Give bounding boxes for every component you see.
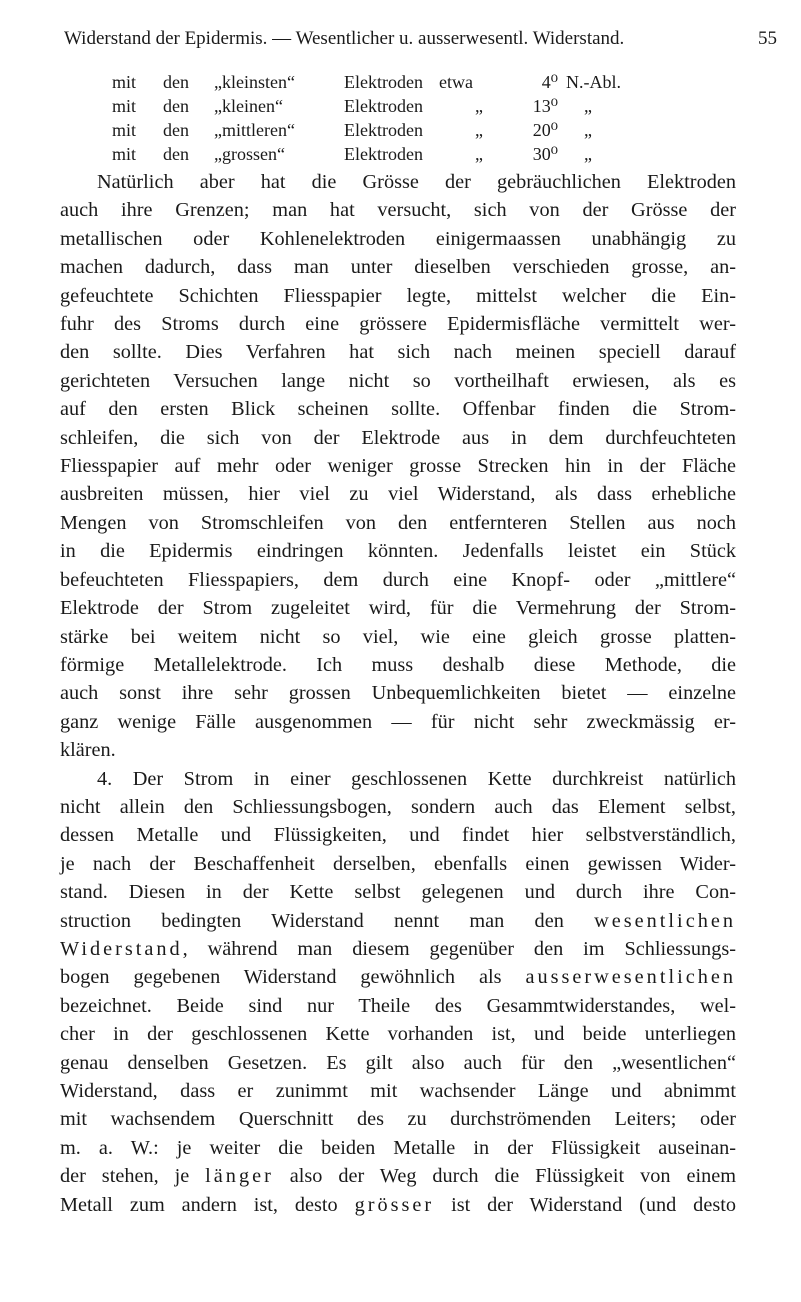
table-row [112, 94, 621, 118]
text-line: metallischen oder Kohlenelektroden einigermaassen unabhängig zu [60, 227, 736, 250]
table-cell: den [163, 72, 189, 92]
text-line: stand. Diesen in der Kette selbst gelegenen und durch ihre Con- [60, 881, 736, 904]
text-span: Metall zum andern ist, desto [60, 1193, 338, 1216]
running-head-title: Widerstand der Epidermis. — Wesentlicher u. ausserwesentl. Widerstand. [64, 28, 625, 49]
text-line: ausbreiten müssen, hier viel zu viel Widerstand, als dass erhebliche [60, 483, 736, 506]
text-line: genau denselben Gesetzen. Es gilt also auch für den „wesentlichen“ [60, 1051, 736, 1074]
text-line: m. a. W.: je weiter die beiden Metalle in der Flüssigkeit auseinan- [60, 1136, 736, 1159]
table-cell: den [163, 120, 189, 140]
spaced-term-groesser: grösser [354, 1193, 435, 1216]
text-line: mit wachsendem Querschnitt des zu durchströmenden Leiters; oder [60, 1108, 736, 1131]
text-line: Widerstand, dass er zunimmt mit wachsender Länge und abnimmt [60, 1080, 736, 1102]
spaced-term-wesentlichen: wesentlichen [594, 909, 736, 932]
table-cell: 13⁰ [532, 96, 558, 116]
table-cell: 4⁰ [541, 72, 558, 92]
text-line: auch sonst ihre sehr grossen Unbequemlichkeiten bietet — einzelne [60, 682, 736, 705]
table-cell: „ [584, 120, 592, 140]
table-row [112, 70, 621, 94]
table-cell: Elektroden [344, 144, 423, 164]
text-span: struction bedingten Widerstand nennt man den [60, 909, 564, 932]
table-cell: „ [584, 96, 592, 116]
running-head [64, 28, 777, 50]
text-line: gerichteten Versuchen lange nicht so vortheilhaft erwiesen, als es [60, 369, 736, 392]
spaced-term-widerstand: Widerstand [60, 937, 183, 960]
table-row [112, 118, 621, 142]
text-line: förmige Metallelektrode. Ich muss deshalb diese Methode, die [60, 653, 736, 676]
text-line: befeuchteten Fliesspapiers, dem durch eine Knopf- oder „mittlere“ [60, 568, 736, 591]
table-row [112, 142, 621, 166]
text-line: auch ihre Grenzen; man hat versucht, sich von der Grösse der [60, 199, 736, 222]
text-line: je nach der Beschaffenheit derselben, ebenfalls einen gewissen Wider- [60, 852, 736, 875]
text-line [60, 1162, 736, 1190]
text-line: 4. Der Strom in einer geschlossenen Kette durchkreist natürlich [97, 767, 736, 790]
text-line [60, 935, 736, 963]
table-cell: den [163, 96, 189, 116]
text-line: schleifen, die sich von der Elektrode aus in dem durchfeuchteten [60, 426, 736, 449]
text-line: in die Epidermis eindringen könnten. Jedenfalls leistet ein Stück [60, 540, 736, 563]
text-line: klären. [60, 739, 116, 762]
text-line [60, 963, 736, 991]
table-cell: Elektroden [344, 120, 423, 140]
table-cell: etwa [439, 72, 473, 92]
table-cell: mit [112, 96, 137, 116]
table-cell: mit [112, 144, 137, 164]
text-line: bezeichnet. Beide sind nur Theile des Gesammtwiderstandes, wel- [60, 994, 736, 1017]
text-line: Fliesspapier auf mehr oder weniger grosse Strecken hin in der Fläche [60, 455, 736, 478]
text-span: , während man diesem gegenüber den im Schliessungs- [182, 937, 736, 960]
table-cell: 20⁰ [532, 120, 558, 140]
text-line: fuhr des Stroms durch eine grössere Epidermisfläche vermittelt wer- [60, 313, 736, 336]
table-cell: den [163, 144, 189, 164]
table-cell: „ [475, 96, 483, 116]
table-cell: „ [475, 120, 483, 140]
text-line: dessen Metalle und Flüssigkeiten, und findet hier selbstverständlich, [60, 824, 736, 847]
page-number: 55 [758, 28, 777, 49]
text-span: also der Weg durch die Flüssigkeit von einem [289, 1165, 736, 1188]
table-cell: Elektroden [344, 96, 423, 116]
table-cell: „mittleren“ [214, 120, 295, 140]
table-cell: „kleinsten“ [214, 72, 295, 92]
table-cell: „ [475, 144, 483, 164]
table-cell: „kleinen“ [214, 96, 283, 116]
text-line: auf den ersten Blick scheinen sollte. Offenbar finden die Strom- [60, 398, 736, 421]
spaced-term-laenger: länger [205, 1165, 274, 1188]
table-cell: Elektroden [344, 72, 423, 92]
table-cell: N.-Abl. [566, 72, 621, 92]
text-line: cher in der geschlossenen Kette vorhanden ist, und beide unterliegen [60, 1023, 736, 1046]
table-cell: „grossen“ [214, 144, 285, 164]
table-cell: mit [112, 72, 137, 92]
text-line: machen dadurch, dass man unter dieselben verschieden grosse, an- [60, 256, 736, 279]
spaced-term-ausserwesentlichen: ausserwesentlichen [525, 966, 737, 989]
text-span: ist der Widerstand (und desto [451, 1193, 736, 1216]
text-line: Elektrode der Strom zugeleitet wird, für die Vermehrung der Strom- [60, 597, 736, 620]
body-text [60, 168, 736, 1219]
text-line: gefeuchtete Schichten Fliesspapier legte, mittelst welcher die Ein- [60, 284, 736, 307]
text-line: Mengen von Stromschleifen von den entfernteren Stellen aus noch [60, 511, 736, 534]
text-line: den sollte. Dies Verfahren hat sich nach meinen speciell darauf [60, 341, 736, 364]
text-line [60, 907, 736, 935]
table-cell: 30⁰ [532, 144, 558, 164]
table-cell: mit [112, 120, 137, 140]
table-cell: „ [584, 144, 592, 164]
text-line [60, 1191, 736, 1219]
text-line: Natürlich aber hat die Grösse der gebräuchlichen Elektroden [97, 171, 736, 193]
electrode-table [112, 70, 621, 166]
text-line: ganz wenige Fälle ausgenommen — für nicht sehr zweckmässig er- [60, 710, 736, 733]
text-span: bogen gegebenen Widerstand gewöhnlich als [60, 966, 502, 989]
text-line: nicht allein den Schliessungsbogen, sondern auch das Element selbst, [60, 795, 736, 818]
text-line: stärke bei weitem nicht so viel, wie eine gleich grosse platten- [60, 625, 736, 648]
text-span: der stehen, je [60, 1165, 190, 1188]
